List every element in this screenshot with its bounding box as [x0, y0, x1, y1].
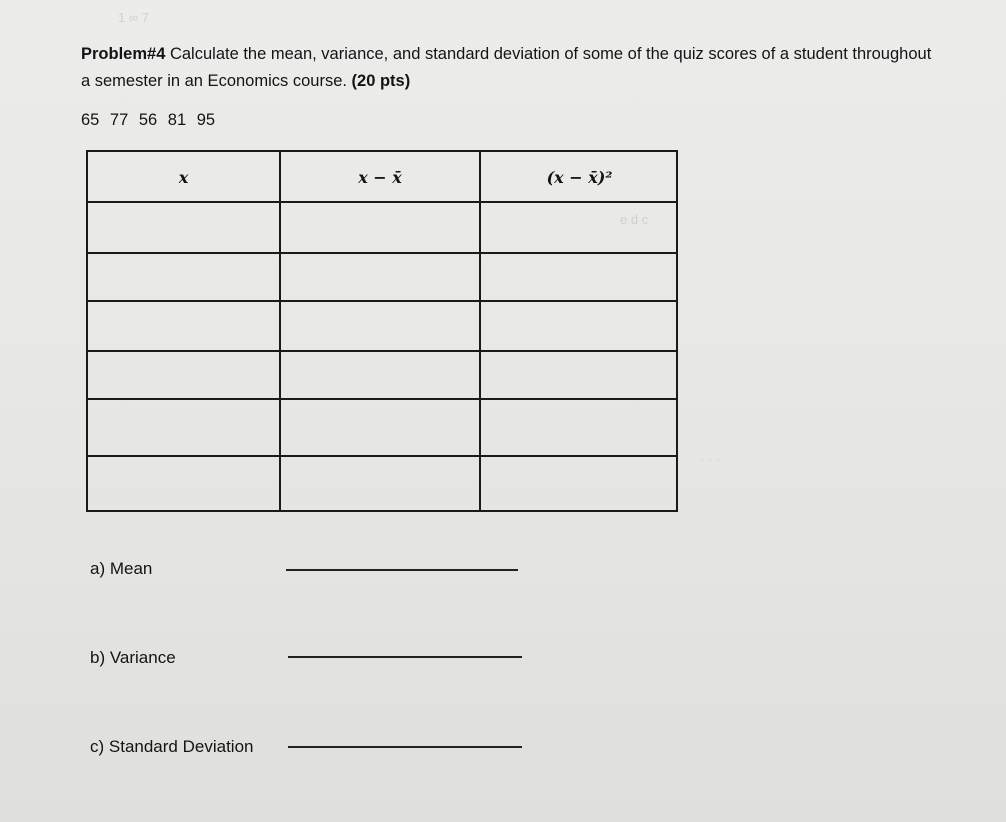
table-row-divider	[88, 398, 676, 400]
variance-answer-line[interactable]	[288, 656, 522, 658]
table-row-divider	[88, 252, 676, 254]
header-squared-deviation: (x − x̄)²	[546, 168, 613, 187]
quiz-scores: 65 77 56 81 95	[81, 111, 216, 129]
header-x: x	[178, 168, 189, 187]
mean-label: a) Mean	[90, 559, 153, 578]
problem-points: (20 pts)	[351, 72, 411, 90]
problem-statement	[81, 41, 941, 95]
table-row-divider	[88, 201, 676, 203]
bleed-through-mark: e d c	[620, 212, 649, 227]
table-row-divider	[88, 350, 676, 352]
bleed-through-mark: 1 ∞ 7	[118, 10, 149, 25]
mean-answer-line[interactable]	[286, 569, 518, 571]
variance-label: b) Variance	[90, 648, 176, 667]
problem-text: Calculate the mean, variance, and standard deviation of some of the quiz scores of a student throughout a semester in an Economics course.	[81, 45, 932, 90]
calculation-table	[86, 150, 678, 512]
problem-title: Problem#4	[81, 45, 166, 63]
std-dev-answer-line[interactable]	[288, 746, 522, 748]
table-row-divider	[88, 300, 676, 302]
header-deviation: x − x̄	[358, 168, 402, 187]
bleed-through-mark: · · ·	[700, 452, 721, 467]
table-row-divider	[88, 455, 676, 457]
std-dev-label: c) Standard Deviation	[90, 737, 254, 756]
